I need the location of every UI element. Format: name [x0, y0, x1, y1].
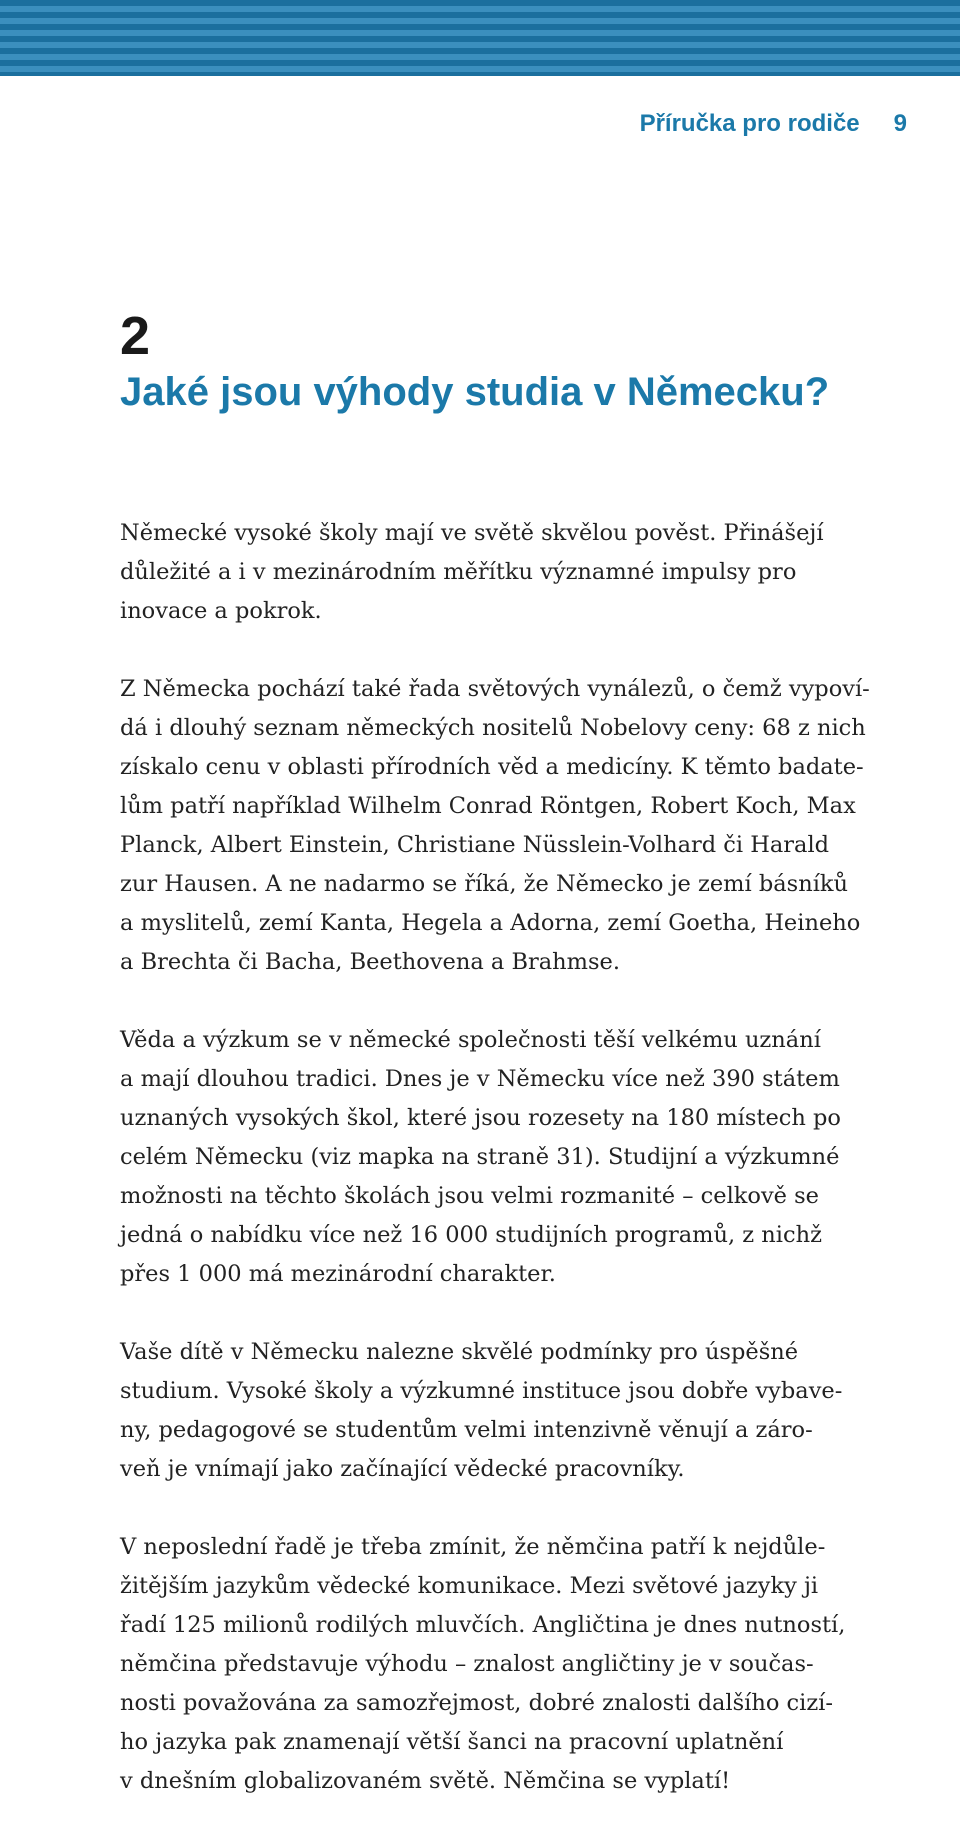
paragraph-1	[120, 514, 910, 631]
text-line: Z Německa pochází také řada světových vynálezů, o čemž vypoví-	[120, 676, 870, 702]
text-line: a myslitelů, zemí Kanta, Hegela a Adorna, zemí Goetha, Heineho	[120, 910, 861, 936]
text-line: nosti považována za samozřejmost, dobré znalosti dalšího cizí-	[120, 1690, 833, 1716]
text-line: lům patří například Wilhelm Conrad Röntgen, Robert Koch, Max	[120, 793, 856, 819]
text-line: dá i dlouhý seznam německých nositelů Nobelovy ceny: 68 z nich	[120, 715, 866, 741]
text-line: přes 1 000 má mezinárodní charakter.	[120, 1261, 556, 1287]
text-line: Německé vysoké školy mají ve světě skvělou pověst. Přinášejí	[120, 520, 824, 546]
text-line: zur Hausen. A ne nadarmo se říká, že Německo je zemí básníků	[120, 871, 849, 897]
top-stripe-banner	[0, 0, 960, 76]
page-number: 9	[893, 110, 907, 137]
text-line: jedná o nabídku více než 16 000 studijních programů, z nichž	[120, 1222, 822, 1248]
text-line: ho jazyka pak znamenají větší šanci na pracovní uplatnění	[120, 1729, 784, 1755]
paragraph-4	[120, 1333, 910, 1489]
text-line: získalo cenu v oblasti přírodních věd a medicíny. K těmto badate-	[120, 754, 864, 780]
text-line: celém Německu (viz mapka na straně 31). Studijní a výzkumné	[120, 1144, 840, 1170]
text-line: studium. Vysoké školy a výzkumné instituce jsou dobře vybave-	[120, 1378, 843, 1404]
paragraph-2	[120, 670, 910, 982]
text-line: Planck, Albert Einstein, Christiane Nüsslein-Volhard či Harald	[120, 832, 830, 858]
text-line: žitějším jazykům vědecké komunikace. Mezi světové jazyky ji	[120, 1573, 819, 1599]
text-line: důležité a i v mezinárodním měřítku významné impulsy pro	[120, 559, 797, 585]
text-line: Věda a výzkum se v německé společnosti těší velkému uznání	[120, 1027, 821, 1053]
text-line: v dnešním globalizovaném světě. Němčina se vyplatí!	[120, 1768, 731, 1794]
chapter-number: 2	[120, 306, 151, 366]
chapter-title: Jaké jsou výhody studia v Německu?	[120, 370, 830, 414]
running-header	[640, 110, 907, 138]
text-line: inovace a pokrok.	[120, 598, 322, 624]
text-line: Vaše dítě v Německu nalezne skvělé podmínky pro úspěšné	[120, 1339, 799, 1365]
text-line: ny, pedagogové se studentům velmi intenzivně věnují a záro-	[120, 1417, 813, 1443]
paragraph-3	[120, 1021, 910, 1294]
body-text	[120, 514, 910, 1840]
text-line: uznaných vysokých škol, které jsou rozesety na 180 místech po	[120, 1105, 841, 1131]
text-line: možnosti na těchto školách jsou velmi rozmanité – celkově se	[120, 1183, 819, 1209]
text-line: němčina představuje výhodu – znalost angličtiny je v součas-	[120, 1651, 814, 1677]
header-title: Příručka pro rodiče	[639, 110, 860, 137]
text-line: a mají dlouhou tradici. Dnes je v Německu více než 390 státem	[120, 1066, 840, 1092]
text-line: řadí 125 milionů rodilých mluvčích. Angličtina je dnes nutností,	[120, 1612, 846, 1638]
text-line: veň je vnímají jako začínající vědecké pracovníky.	[120, 1456, 685, 1482]
text-line: a Brechta či Bacha, Beethovena a Brahmse.	[120, 949, 621, 975]
text-line: V neposlední řadě je třeba zmínit, že němčina patří k nejdůle-	[120, 1534, 826, 1560]
paragraph-5	[120, 1528, 910, 1801]
